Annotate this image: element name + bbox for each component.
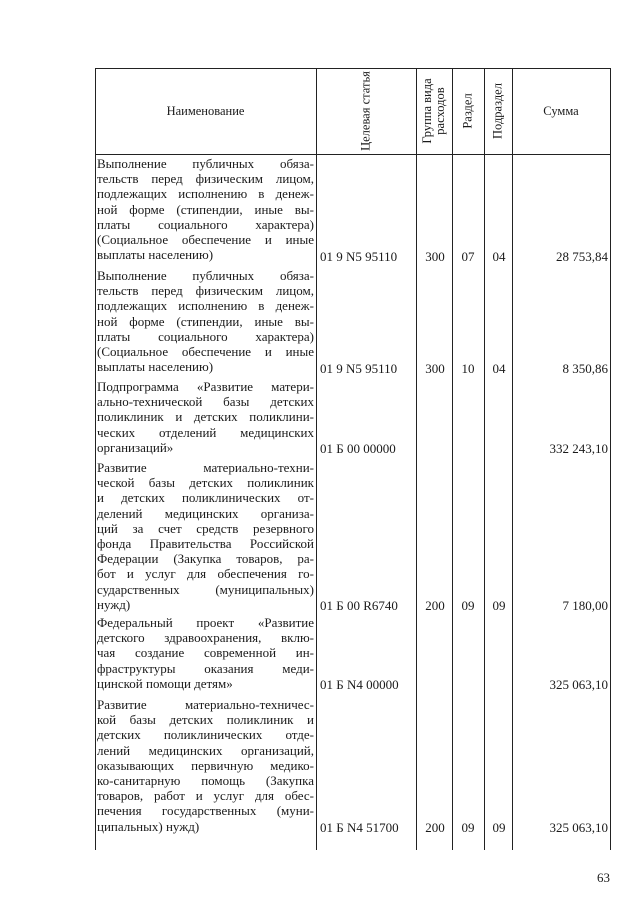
row-name-line: детского здравоохранения, вклю- bbox=[97, 630, 314, 646]
row-name-line: ко-санитарную помощь (Закупка bbox=[97, 773, 314, 789]
row-sum: 28 753,84 bbox=[556, 248, 608, 264]
row-target-code: 01 9 N5 95110 bbox=[320, 248, 398, 264]
row-name-line: Выполнение публичных обяза- bbox=[97, 156, 314, 171]
header-name: Наименование bbox=[166, 104, 245, 118]
row-name-line: организаций» bbox=[97, 439, 174, 455]
row-name-line: Подпрограмма «Развитие матери- bbox=[97, 379, 314, 394]
row-name-line: чая создание современной ин- bbox=[97, 645, 314, 661]
header-group: Группа вида расходов bbox=[420, 78, 447, 144]
table-top-border bbox=[95, 68, 611, 69]
row-name-line: платы социального характера) bbox=[97, 328, 314, 344]
row-name-line: лений медицинских организаций, bbox=[97, 742, 314, 758]
col-border bbox=[484, 68, 485, 850]
col-border bbox=[452, 68, 453, 850]
row-name-line: фонда Правительства Российской bbox=[97, 536, 314, 552]
row-subsection: 09 bbox=[492, 598, 506, 614]
header-bottom-border bbox=[95, 154, 611, 155]
row-name-line: Развитие материально-техничес- bbox=[97, 697, 314, 712]
row-name-line: тельств перед физическим лицом, bbox=[97, 283, 314, 299]
row-name bbox=[97, 460, 314, 612]
col-border bbox=[95, 68, 96, 850]
row-group: 300 bbox=[425, 360, 445, 376]
row-name-line: ческой базы детских поликлиник bbox=[97, 475, 314, 491]
row-name-line: Выполнение публичных обяза- bbox=[97, 268, 314, 283]
row-name-line: детских поликлинических отде- bbox=[97, 727, 314, 743]
row-name-line: ческих отделений медицинских bbox=[97, 424, 314, 440]
row-name bbox=[97, 379, 314, 455]
col-border bbox=[316, 68, 317, 850]
col-border bbox=[512, 68, 513, 850]
row-name bbox=[97, 615, 314, 691]
row-name-line: оказывающих первичную медико- bbox=[97, 757, 314, 773]
row-name bbox=[97, 268, 314, 374]
row-sum: 325 063,10 bbox=[549, 820, 608, 835]
row-section: 07 bbox=[461, 248, 475, 264]
row-name-line: бот и услуг для обеспечения го- bbox=[97, 566, 314, 582]
col-border bbox=[610, 68, 611, 850]
row-group: 200 bbox=[425, 598, 445, 614]
row-name-line: ципальных) нужд) bbox=[97, 818, 200, 834]
row-group: 300 bbox=[425, 248, 445, 264]
row-name-line: кой базы детских поликлиник и bbox=[97, 712, 314, 728]
row-name-line: Федерации (Закупка товаров, ра- bbox=[97, 551, 314, 567]
row-name-line: ной форме (стипендии, иные вы- bbox=[97, 201, 314, 217]
row-name-line: тельств перед физическим лицом, bbox=[97, 171, 314, 187]
row-name-line: нужд) bbox=[97, 596, 131, 612]
row-name-line: ций за счет средств резервного bbox=[97, 520, 314, 536]
row-section: 10 bbox=[461, 360, 475, 376]
row-name bbox=[97, 697, 314, 834]
row-sum: 7 180,00 bbox=[562, 598, 608, 614]
row-subsection: 09 bbox=[492, 820, 506, 835]
row-target-code: 01 Б N4 51700 bbox=[320, 820, 399, 835]
row-subsection: 04 bbox=[492, 360, 506, 376]
row-target-code: 01 Б 00 00000 bbox=[320, 441, 396, 456]
row-name-line: платы социального характера) bbox=[97, 216, 314, 232]
col-border bbox=[416, 68, 417, 850]
row-target-code: 01 Б 00 R6740 bbox=[320, 598, 398, 614]
header-section: Раздел bbox=[460, 93, 475, 129]
row-name-line: ально-технической базы детских bbox=[97, 394, 314, 410]
row-name-line: выплаты населению) bbox=[97, 247, 214, 263]
header-target: Целевая статья bbox=[358, 71, 373, 151]
row-section: 09 bbox=[461, 820, 475, 835]
row-name-line: подлежащих исполнению в денеж- bbox=[97, 298, 314, 314]
row-name-line: делений медицинских организа- bbox=[97, 505, 314, 521]
row-name-line: Развитие материально-техни- bbox=[97, 460, 314, 475]
row-target-code: 01 Б N4 00000 bbox=[320, 677, 399, 692]
row-name-line: (Социальное обеспечение и иные bbox=[97, 344, 314, 360]
row-subsection: 04 bbox=[492, 248, 506, 264]
row-name-line: подлежащих исполнению в денеж- bbox=[97, 186, 314, 202]
row-name-line: фраструктуры оказания меди- bbox=[97, 660, 314, 676]
row-name bbox=[97, 156, 314, 262]
page-number: 63 bbox=[597, 870, 610, 885]
row-name-line: (Социальное обеспечение и иные bbox=[97, 232, 314, 248]
header-subsection: Подраздел bbox=[490, 83, 505, 139]
row-name-line: Федеральный проект «Развитие bbox=[97, 615, 314, 630]
row-name-line: выплаты населению) bbox=[97, 359, 214, 375]
row-sum: 325 063,10 bbox=[549, 677, 608, 692]
row-section: 09 bbox=[461, 598, 475, 614]
row-name-line: поликлиник и детских поликлини- bbox=[97, 409, 314, 425]
row-group: 200 bbox=[425, 820, 445, 835]
row-sum: 8 350,86 bbox=[562, 360, 608, 376]
row-name-line: печения государственных (муни- bbox=[97, 803, 314, 819]
row-name-line: ной форме (стипендии, иные вы- bbox=[97, 313, 314, 329]
row-target-code: 01 9 N5 95110 bbox=[320, 360, 398, 376]
row-name-line: цинской помощи детям» bbox=[97, 675, 233, 691]
row-sum: 332 243,10 bbox=[549, 441, 608, 456]
header-sum: Сумма bbox=[543, 104, 579, 118]
row-name-line: товаров, работ и услуг для обес- bbox=[97, 788, 314, 804]
row-name-line: сударственных (муниципальных) bbox=[97, 581, 314, 597]
row-name-line: и детских поликлинических от- bbox=[97, 490, 314, 506]
